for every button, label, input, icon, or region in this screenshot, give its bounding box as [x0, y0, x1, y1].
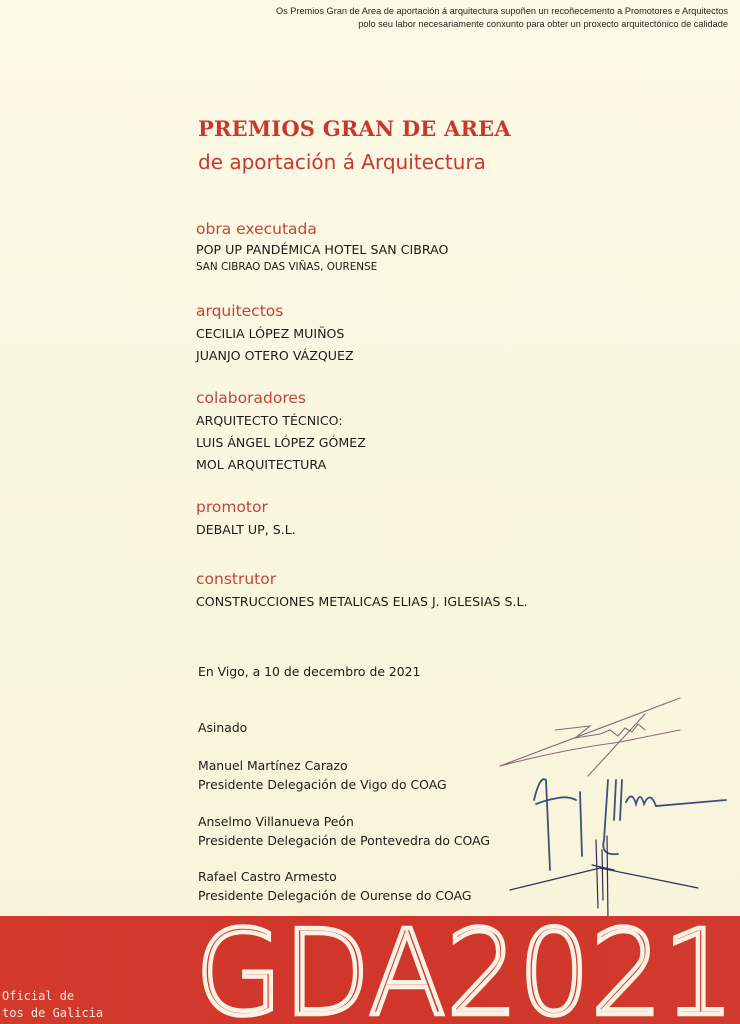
- section-label: promotor: [196, 498, 268, 516]
- work-location: SAN CIBRAO DAS VIÑAS, OURENSE: [196, 261, 378, 273]
- intro-line-1: Os Premios Gran de Area de aportación á arquitectura supoñen un recoñecemento a Promotores e Arquitectos: [276, 6, 728, 16]
- architect-name: JUANJO OTERO VÁZQUEZ: [196, 348, 354, 363]
- svg-text:GDA2021: GDA2021: [195, 916, 735, 1024]
- collaborator-line: LUIS ÁNGEL LÓPEZ GÓMEZ: [196, 435, 366, 450]
- award-subtitle: de aportación á Arquitectura: [198, 150, 486, 174]
- builder-name: CONSTRUCCIONES METALICAS ELIAS J. IGLESIAS S.L.: [196, 594, 528, 609]
- signer-block: [198, 756, 447, 794]
- section-colaboradores: [196, 389, 366, 476]
- architect-name: CECILIA LÓPEZ MUIÑOS: [196, 326, 345, 341]
- signer-role: Presidente Delegación de Vigo do COAG: [198, 777, 447, 792]
- organization-name: Oficial de tos de Galicia: [2, 989, 104, 1020]
- section-label: arquitectos: [196, 302, 284, 320]
- intro-line-2: polo seu labor necesariamente conxunto para obter un proxecto arquitectónico de calidade: [358, 19, 728, 29]
- section-construtor: [196, 570, 527, 613]
- collaborator-line: ARQUITECTO TÉCNICO:: [196, 413, 343, 428]
- footer-band: [0, 916, 740, 1024]
- promoter-name: DEBALT UP, S.L.: [196, 522, 296, 537]
- section-label: colaboradores: [196, 389, 306, 407]
- gda2021-logo: [195, 916, 740, 1024]
- section-label: obra executada: [196, 220, 317, 238]
- signer-block: [198, 867, 471, 905]
- section-arquitectos: [196, 302, 354, 367]
- award-title: PREMIOS GRAN DE AREA: [198, 116, 511, 141]
- signer-role: Presidente Delegación de Ourense do COAG: [198, 888, 472, 903]
- signature-1-icon: [500, 698, 680, 776]
- signer-name: Anselmo Villanueva Peón: [198, 814, 354, 829]
- signed-label: Asinado: [198, 720, 248, 735]
- signer-name: Manuel Martínez Carazo: [198, 758, 348, 773]
- section-label: construtor: [196, 570, 277, 588]
- signature-2-icon: [534, 779, 726, 870]
- issue-date: En Vigo, a 10 de decembro de 2021: [198, 664, 421, 679]
- signer-block: [198, 812, 490, 850]
- work-name: POP UP PANDÉMICA HOTEL SAN CIBRAO: [196, 242, 449, 257]
- section-promotor: [196, 498, 296, 541]
- section-obra-executada: [196, 220, 448, 276]
- intro-text: [128, 5, 728, 31]
- collaborator-line: MOL ARQUITECTURA: [196, 457, 327, 472]
- signer-name: Rafael Castro Armesto: [198, 869, 337, 884]
- signer-role: Presidente Delegación de Pontevedra do COAG: [198, 833, 490, 848]
- handwritten-signatures: [480, 680, 740, 920]
